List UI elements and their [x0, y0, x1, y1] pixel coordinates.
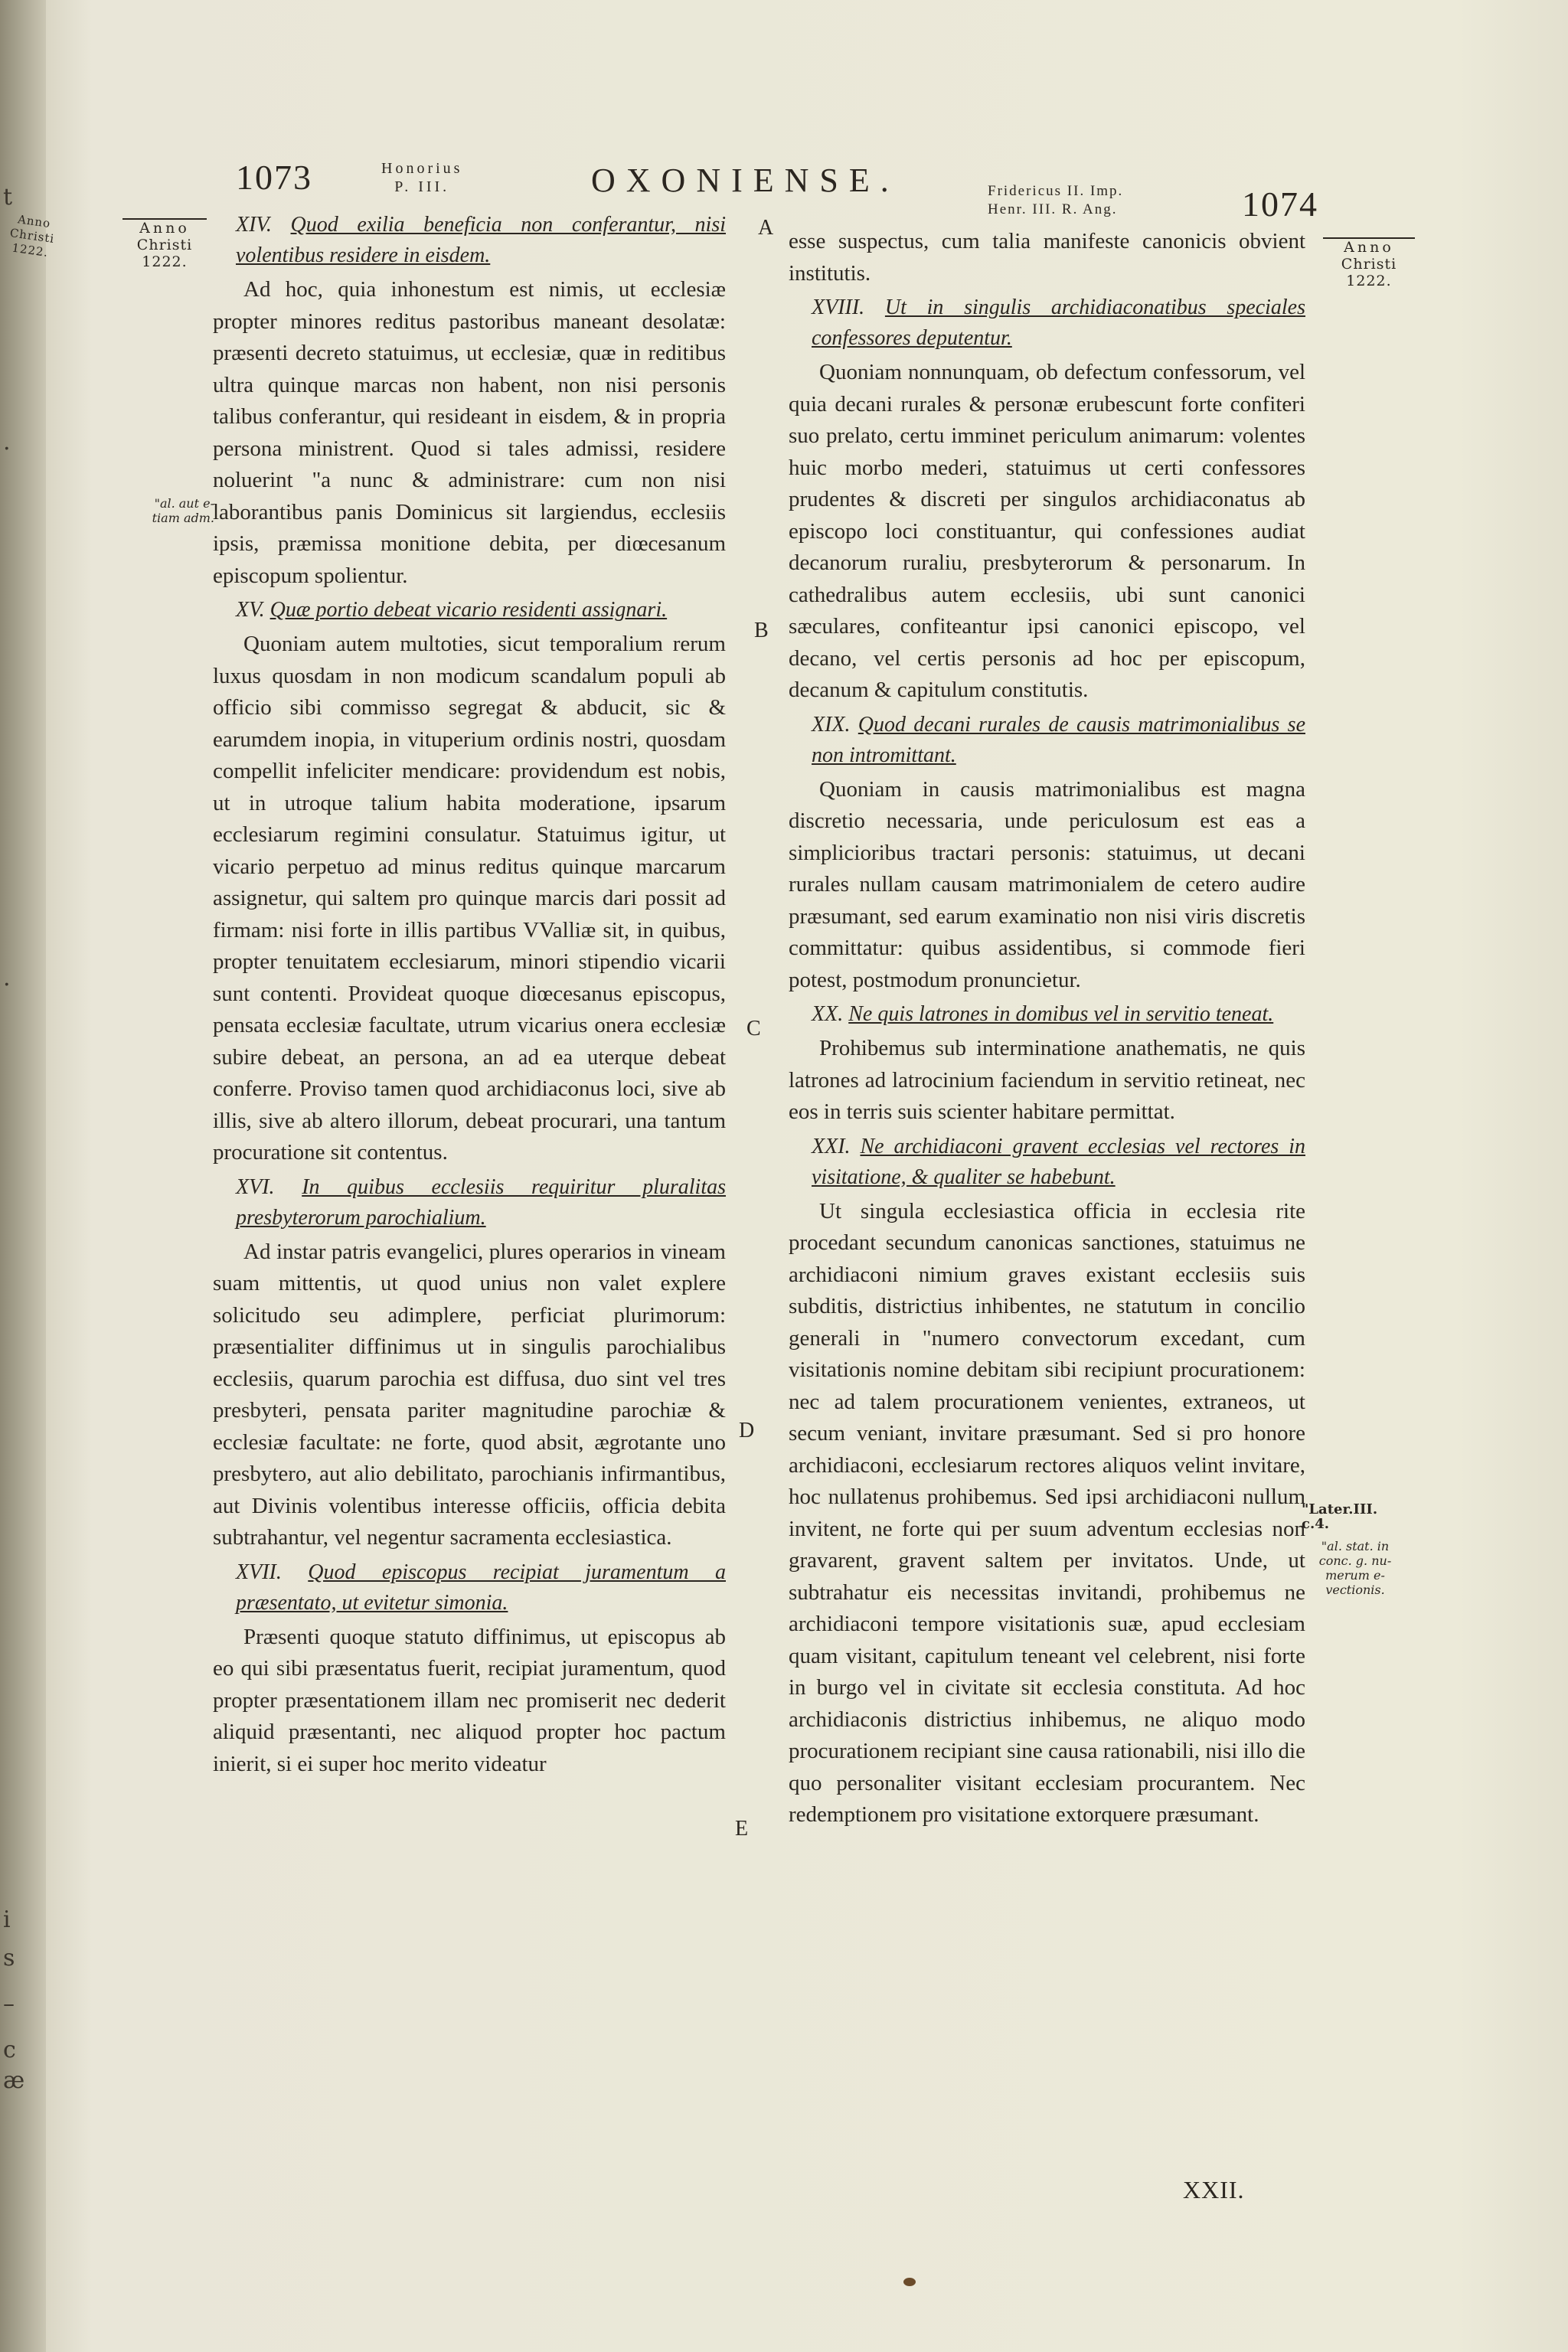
left-anno-christi: Anno Christi 1222. — [122, 218, 207, 270]
right-running-head: Fridericus II. Imp. Henr. III. R. Ang. — [988, 183, 1124, 217]
canon-number: XXI. — [812, 1134, 851, 1158]
canon-paragraph: Prohibemus sub interminatione anathematis, ne quis latrones ad latrocinium faciendum in servitio retineat, nec eos in terris suis scienter habitare permittat. — [789, 1036, 1305, 1124]
canon-number: XIV. — [236, 213, 272, 237]
canon-heading — [213, 210, 726, 271]
canon-number: XVII. — [236, 1560, 282, 1584]
canon-number: XVIII. — [812, 296, 865, 319]
right-text-column — [789, 226, 1305, 1831]
canon-number: XV. — [236, 598, 265, 622]
canon-heading — [213, 595, 726, 626]
canon-heading — [789, 710, 1305, 771]
canon-heading — [213, 1172, 726, 1233]
section-letter-e: E — [735, 1817, 749, 1841]
right-marginal-reference: "Later.III. c.4. — [1302, 1501, 1378, 1532]
canon-paragraph: Ut singula ecclesiastica officia in ecclesia rite procedant secundum canonicas sanctiones, statuimus ne archidiaconi nimium graves existant ecclesiis suis subditis, districtius inhibentes, ne statutum in concilio generali in "numero convectorum excedant, cum visitationis nomine debitam sibi recipiunt procurationem: nec ad talem procurationem venientes, extraneos, ut secum veniant, invitare præsumant. Sed si pro honore archidiaconi, ecclesiarum rectores aliquos velint invitare, hoc nullatenus prohibemus. Sed ipsi archidiaconi nullum invitent, ne forte qui per suum adventum ecclesias non gravarent, gravent saltem per invitatos. Unde, ut subtrahatur eis necessitas invitandi, prohibemus ne archidiaconi tempore visitationis suæ, apud ecclesiam quam visitant, capitulum teneant vel celebrent, nisi forte in burgo vel in civitate sit ecclesia constituta. Ad hoc archidiaconis districtius inhibemus, ne aliquo modo procurationem recipiant sine causa rationabili, nisi illo die quo personaliter visitant ecclesiam procurantem. Nec redemptionem pro visitatione extorquere præsumant. — [789, 1198, 1305, 1827]
canon-number: XX. — [812, 1002, 844, 1026]
right-anno-christi: Anno Christi 1222. — [1323, 237, 1415, 289]
canon-paragraph: Ad instar patris evangelici, plures operarios in vineam suam mittentis, ut quod unius non valet explere solicitudo seu adimplere, perficiat plurimorum: præsentialiter diffinimus ut in singulis parochialibus ecclesiis, quarum parochia est diffusa, duo sint vel tres presbyteri, pensata pariter magnitudine parochiæ & ecclesiæ facultate: ne forte, quod absit, ægrotante uno presbytero, aut alio debilitato, parochianis infirmantibus, aut Divinis volentibus interesse officiis, officia debita subtrahantur, vel negentur sacramenta ecclesiastica. — [213, 1239, 726, 1550]
canon-heading — [789, 1132, 1305, 1193]
section-letter-a: A — [758, 216, 774, 240]
canon-paragraph: Quoniam in causis matrimonialibus est magna discretio necessaria, unde periculosum est eas a simplicioribus tractari personis: statuimus, ut decani rurales nullam causam matrimonialem de cetero audire præsumant, sed earum examinatio non nisi viris discretis committatur: quibus assidentibus, si commode fieri potest, postmodum pronuncietur. — [789, 776, 1305, 992]
canon-title: In quibus ecclesiis requiritur pluralitas presbyterorum parochialium. — [236, 1174, 727, 1230]
right-marginal-variant-note: "al. stat. in conc. g. nu- merum e- vectionis. — [1318, 1539, 1392, 1597]
canon-title: Quod exilia beneficia non conferantur, nisi volentibus residere in eisdem. — [236, 213, 727, 267]
canon-title: Ne quis latrones in domibus vel in servitio teneat. — [848, 1002, 1274, 1026]
canon-paragraph: esse suspectus, cum talia manifeste canonicis obvient institutis. — [789, 229, 1305, 286]
ink-stain — [903, 2278, 916, 2286]
right-page-number: 1074 — [1242, 185, 1318, 224]
canon-title: Quod decani rurales de causis matrimonialibus se non intromittant. — [812, 712, 1305, 767]
left-running-head: Honorius P. III. — [381, 160, 463, 195]
canon-paragraph: Quoniam nonnunquam, ob defectum confessorum, vel quia decani rurales & personæ erubescunt forte confiteri suo prelato, certu imminet periculum animarum: volentes huic morbo mederi, statuimus ut certi confessores prudentes & discreti per singulos archidiaconatus ab episcopo loci constituantur, qui confessiones audiat decanorum ruraliu, presbyterorum & personarum. In cathedralibus autem ecclesiis, ubi sunt canonici sæculares, confiteantur ipsi canonici episcopo, vel decano, vel certis personis ad hoc per episcopum, decanum & capitulum constitutis. — [789, 360, 1305, 702]
canon-heading — [213, 1557, 726, 1619]
canon-heading — [789, 999, 1305, 1030]
canon-paragraph: Ad hoc, quia inhonestum est nimis, ut ecclesiæ propter minores reditus pastoribus maneant desolatæ: præsenti decreto statuimus, ut ecclesiæ, quæ in reditibus ultra quinque marcas non habent, non nisi personis talibus conferantur, qui resideant in eisdem, & in propria persona ministrent. Quod si tales admissi, residere noluerint "a nunc & administrare: cum non nisi laborantibus panis Dominicus sit largiendus, ecclesiis ipsis, præmissa monitione debita, per diœcesanum episcopum spolientur. — [213, 277, 726, 588]
canon-title: Quod episcopus recipiat juramentum a præsentato, ut evitetur simonia. — [236, 1560, 726, 1615]
canon-title: Quæ portio debeat vicario residenti assignari. — [270, 598, 668, 622]
section-letter-b: B — [754, 619, 769, 642]
spine-margin-glyphs: t . . i s – c æ — [3, 184, 25, 2094]
page-title: OXONIENSE. — [591, 162, 900, 199]
canon-number: XIX. — [812, 712, 851, 737]
canon-number: XVI. — [236, 1174, 275, 1199]
canon-title: Ut in singulis archidiaconatibus speciales confessores deputentur. — [812, 296, 1306, 350]
section-letter-d: D — [739, 1419, 755, 1442]
canon-paragraph: Præsenti quoque statuto diffinimus, ut episcopus ab eo qui sibi præsentatus fuerit, recipiat juramentum, quod propter præsentationem illam nec promiserit nec dederit aliquid præsentanti, nec aliquod propter hoc pactum inierit, si ei super hoc merito videatur — [213, 1624, 726, 1776]
canon-title: Ne archidiaconi gravent ecclesias vel rectores in visitatione, & qualiter se habebunt. — [812, 1134, 1305, 1189]
left-page-number: 1073 — [236, 158, 312, 197]
left-marginal-variant-note: "al. aut e- tiam adm. — [152, 496, 214, 525]
spine-anno-christi: Anno Christi 1222. — [8, 212, 56, 260]
canon-heading — [789, 292, 1305, 354]
left-text-column — [213, 207, 726, 1780]
section-letter-c: C — [746, 1017, 761, 1040]
catchword: XXII. — [1183, 2176, 1245, 2203]
canon-paragraph: Quoniam autem multoties, sicut temporalium rerum luxus quosdam in non modicum scandalum populi ab officio sibi commisso segregat & abducit, sic & earumdem inopia, in vituperium ordinis nostri, quosdam compellit infeliciter mendicare: providendum est nobis, ut in utroque talium habita moderatione, ipsarum ecclesiarum regimini consulatur. Statuimus igitur, ut vicario perpetuo ad minus reditus quinque marcarum assignetur, qui saltem pro quinque marcis dari possit ad firmam: nisi forte in illis partibus VValliæ sit, in quibus, propter tenuitatem ecclesiarum, minori stipendio vicarii sunt contenti. Provideat quoque diœcesanus episcopus, pensata ecclesiæ facultate, utrum vicarius onera ecclesiæ subire debeat, an persona, an ad ea uterque debeat conferre. Proviso tamen quod archidiaconus loci, sive ab illis, sive ab altero illorum, debeat procurari, una tantum procuratione sit contentus. — [213, 632, 726, 1165]
